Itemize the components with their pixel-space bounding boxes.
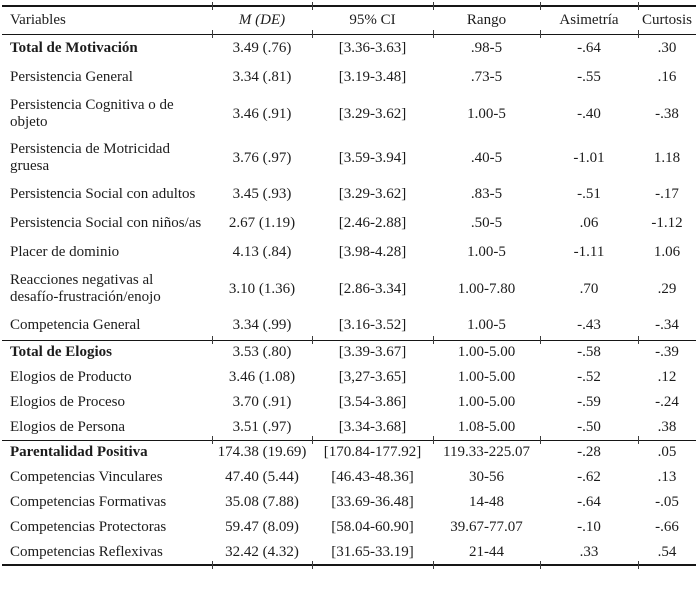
value-cell-m-de: 4.13 (.84): [232, 244, 292, 260]
variable-label: Competencias Protectoras: [10, 519, 167, 535]
value-cell-asimetr-a: -.28: [577, 444, 601, 461]
value-cell-asimetr-a: -.10: [577, 519, 601, 535]
value-cell-rango: 21-44: [469, 543, 504, 560]
table-row-persistencia-cognitiva-o-de-objeto: [2, 92, 696, 136]
value-cell-curtosis: .38: [657, 418, 677, 435]
value-cell-m-de: 35.08 (7.88): [225, 494, 299, 510]
value-cell-rango: 1.08-5.00: [457, 418, 516, 435]
value-cell-rango: 1.00-5: [467, 105, 506, 122]
table-row-elogios-de-proceso: [2, 390, 696, 415]
table-row-competencias-vinculares: [2, 465, 696, 490]
column-boundary-tick: [638, 2, 639, 10]
value-cell-curtosis: -1.12: [651, 215, 683, 231]
value-cell-m-de: 3.34 (.99): [232, 316, 292, 333]
value-cell-curtosis: .29: [657, 280, 677, 297]
variable-label: Total de Elogios: [10, 344, 112, 361]
value-cell-asimetr-a: .70: [579, 280, 599, 297]
value-cell-curtosis: -.34: [655, 316, 679, 333]
variable-label: Elogios de Persona: [10, 418, 125, 435]
value-cell-95-ci: [3.36-3.63]: [338, 40, 407, 57]
column-boundary-tick: [540, 336, 541, 344]
value-cell-95-ci: [3.39-3.67]: [338, 344, 407, 361]
value-cell-m-de: 3.51 (.97): [232, 418, 292, 435]
column-boundary-tick: [638, 561, 639, 569]
table-row-parentalidad-positiva: [2, 440, 696, 465]
value-cell-m-de: 174.38 (19.69): [217, 444, 307, 461]
value-cell-95-ci: [2.46-2.88]: [338, 215, 407, 231]
value-cell-95-ci: [3.19-3.48]: [338, 69, 407, 85]
value-cell-m-de: 3.46 (1.08): [228, 369, 296, 385]
table-row-persistencia-social-con-ni-os-as: [2, 209, 696, 238]
table-row-total-de-motivaci-n: [2, 34, 696, 63]
value-cell-asimetr-a: .06: [579, 215, 599, 231]
value-cell-95-ci: [3.98-4.28]: [338, 244, 407, 260]
column-boundary-tick: [638, 436, 639, 444]
column-boundary-tick: [312, 436, 313, 444]
value-cell-rango: 39.67-77.07: [450, 519, 523, 535]
column-boundary-tick: [433, 336, 434, 344]
value-cell-asimetr-a: .33: [579, 543, 599, 560]
value-cell-rango: 30-56: [469, 469, 504, 485]
header-row: [2, 6, 696, 34]
value-cell-asimetr-a: -.43: [577, 316, 601, 333]
value-cell-asimetr-a: -.59: [577, 394, 601, 410]
variable-label: Elogios de Proceso: [10, 394, 125, 410]
value-cell-curtosis: -.17: [655, 186, 679, 202]
value-cell-asimetr-a: -.55: [577, 69, 601, 85]
value-cell-m-de: 3.76 (.97): [232, 149, 292, 166]
value-cell-95-ci: [3.54-3.86]: [338, 394, 407, 410]
value-cell-curtosis: .16: [657, 69, 677, 85]
value-cell-rango: .40-5: [470, 149, 503, 166]
column-header-rango: Rango: [466, 11, 507, 28]
table-row-persistencia-de-motricidad-gruesa: [2, 136, 696, 180]
column-header-m-de: M (DE): [238, 11, 286, 28]
column-boundary-tick: [540, 561, 541, 569]
value-cell-95-ci: [3,27-3.65]: [338, 369, 407, 385]
variable-label: Competencia General: [10, 316, 141, 333]
column-boundary-tick: [212, 30, 213, 38]
value-cell-rango: .73-5: [470, 69, 503, 85]
value-cell-curtosis: -.39: [655, 344, 679, 361]
table-row-elogios-de-persona: [2, 415, 696, 440]
column-header-variables: Variables: [10, 11, 66, 28]
value-cell-95-ci: [3.29-3.62]: [338, 105, 407, 122]
column-boundary-tick: [433, 436, 434, 444]
value-cell-asimetr-a: -.58: [577, 344, 601, 361]
value-cell-m-de: 59.47 (8.09): [225, 519, 299, 535]
variable-label: Persistencia General: [10, 69, 133, 85]
value-cell-m-de: 3.53 (.80): [232, 344, 292, 361]
value-cell-asimetr-a: -.64: [577, 40, 601, 57]
value-cell-m-de: 3.70 (.91): [232, 394, 292, 410]
value-cell-rango: 1.00-5: [467, 316, 506, 333]
value-cell-rango: 1.00-7.80: [457, 280, 516, 297]
value-cell-rango: .83-5: [470, 186, 503, 202]
column-boundary-tick: [312, 336, 313, 344]
value-cell-curtosis: -.24: [655, 394, 679, 410]
value-cell-95-ci: [3.16-3.52]: [338, 316, 407, 333]
value-cell-m-de: 47.40 (5.44): [225, 469, 299, 485]
value-cell-rango: 1.00-5: [467, 244, 506, 260]
value-cell-m-de: 2.67 (1.19): [228, 215, 296, 231]
value-cell-m-de: 3.10 (1.36): [228, 280, 296, 297]
table-row-competencias-formativas: [2, 490, 696, 515]
table-header: [2, 6, 696, 34]
table-row-persistencia-social-con-adultos: [2, 180, 696, 209]
table-row-competencias-protectoras: [2, 515, 696, 540]
value-cell-95-ci: [3.34-3.68]: [338, 418, 407, 435]
table-row-competencias-reflexivas: [2, 540, 696, 565]
value-cell-95-ci: [46.43-48.36]: [331, 469, 414, 485]
column-boundary-tick: [638, 336, 639, 344]
value-cell-curtosis: .05: [657, 444, 677, 461]
value-cell-95-ci: [31.65-33.19]: [331, 543, 414, 560]
variable-label: Competencias Reflexivas: [10, 543, 163, 560]
value-cell-95-ci: [3.29-3.62]: [338, 186, 407, 202]
value-cell-asimetr-a: -.50: [577, 418, 601, 435]
value-cell-95-ci: [58.04-60.90]: [331, 519, 414, 535]
value-cell-m-de: 3.49 (.76): [232, 40, 292, 57]
value-cell-curtosis: -.05: [655, 494, 679, 510]
value-cell-95-ci: [170.84-177.92]: [323, 444, 422, 461]
variable-label: Competencias Formativas: [10, 494, 167, 510]
table-row-total-de-elogios: [2, 340, 696, 365]
value-cell-asimetr-a: -1.11: [573, 244, 605, 260]
variable-label: Competencias Vinculares: [10, 469, 163, 485]
column-header-curtosis: Curtosis: [641, 11, 692, 28]
value-cell-95-ci: [3.59-3.94]: [338, 149, 407, 166]
column-header-asimetr-a: Asimetría: [559, 11, 619, 28]
value-cell-rango: 119.33-225.07: [443, 444, 530, 461]
table-row-reacciones-negativas-al-desaf-o-frustraci-n-enojo: [2, 267, 696, 311]
value-cell-rango: 1.00-5.00: [457, 344, 516, 361]
variable-label: Persistencia Cognitiva o de objeto: [10, 97, 174, 130]
descriptive-statistics-table: [2, 5, 696, 566]
value-cell-curtosis: .12: [657, 369, 677, 385]
table-row-placer-de-dominio: [2, 238, 696, 267]
value-cell-asimetr-a: -.40: [577, 105, 601, 122]
value-cell-curtosis: .54: [657, 543, 677, 560]
variable-label: Reacciones negativas al desafío-frustración/enojo: [10, 272, 161, 305]
variable-label: Persistencia de Motricidad gruesa: [10, 141, 170, 174]
value-cell-rango: .50-5: [470, 215, 503, 231]
value-cell-curtosis: 1.18: [653, 149, 681, 166]
value-cell-m-de: 3.34 (.81): [232, 69, 292, 85]
value-cell-rango: .98-5: [470, 40, 503, 57]
column-boundary-tick: [638, 30, 639, 38]
column-boundary-tick: [212, 436, 213, 444]
value-cell-asimetr-a: -.51: [577, 186, 601, 202]
column-boundary-tick: [540, 2, 541, 10]
column-boundary-tick: [433, 30, 434, 38]
table-body: [2, 34, 696, 565]
value-cell-m-de: 32.42 (4.32): [225, 543, 299, 560]
column-boundary-tick: [312, 2, 313, 10]
column-boundary-tick: [212, 336, 213, 344]
value-cell-95-ci: [33.69-36.48]: [331, 494, 414, 510]
variable-label: Persistencia Social con adultos: [10, 186, 196, 202]
variable-label: Parentalidad Positiva: [10, 444, 148, 461]
column-boundary-tick: [212, 561, 213, 569]
value-cell-m-de: 3.45 (.93): [232, 186, 292, 202]
value-cell-95-ci: [2.86-3.34]: [338, 280, 407, 297]
value-cell-asimetr-a: -1.01: [573, 149, 605, 166]
variable-label: Persistencia Social con niños/as: [10, 215, 202, 231]
column-boundary-tick: [433, 2, 434, 10]
value-cell-curtosis: .13: [657, 469, 677, 485]
column-boundary-tick: [312, 561, 313, 569]
table-row-competencia-general: [2, 311, 696, 340]
variable-label: Placer de dominio: [10, 244, 120, 260]
value-cell-asimetr-a: -.52: [577, 369, 601, 385]
variable-label: Total de Motivación: [10, 40, 138, 57]
table-row-elogios-de-producto: [2, 365, 696, 390]
column-boundary-tick: [433, 561, 434, 569]
column-header-95-ci: 95% CI: [349, 11, 396, 28]
value-cell-rango: 1.00-5.00: [457, 394, 516, 410]
column-boundary-tick: [212, 2, 213, 10]
value-cell-curtosis: -.38: [655, 105, 679, 122]
table-row-persistencia-general: [2, 63, 696, 92]
value-cell-curtosis: -.66: [655, 519, 679, 535]
value-cell-asimetr-a: -.64: [577, 494, 601, 510]
value-cell-curtosis: .30: [657, 40, 677, 57]
value-cell-curtosis: 1.06: [653, 244, 681, 260]
value-cell-m-de: 3.46 (.91): [232, 105, 292, 122]
value-cell-asimetr-a: -.62: [577, 469, 601, 485]
value-cell-rango: 14-48: [469, 494, 504, 510]
value-cell-rango: 1.00-5.00: [457, 369, 516, 385]
variable-label: Elogios de Producto: [10, 369, 132, 385]
column-boundary-tick: [540, 436, 541, 444]
column-boundary-tick: [540, 30, 541, 38]
column-boundary-tick: [312, 30, 313, 38]
